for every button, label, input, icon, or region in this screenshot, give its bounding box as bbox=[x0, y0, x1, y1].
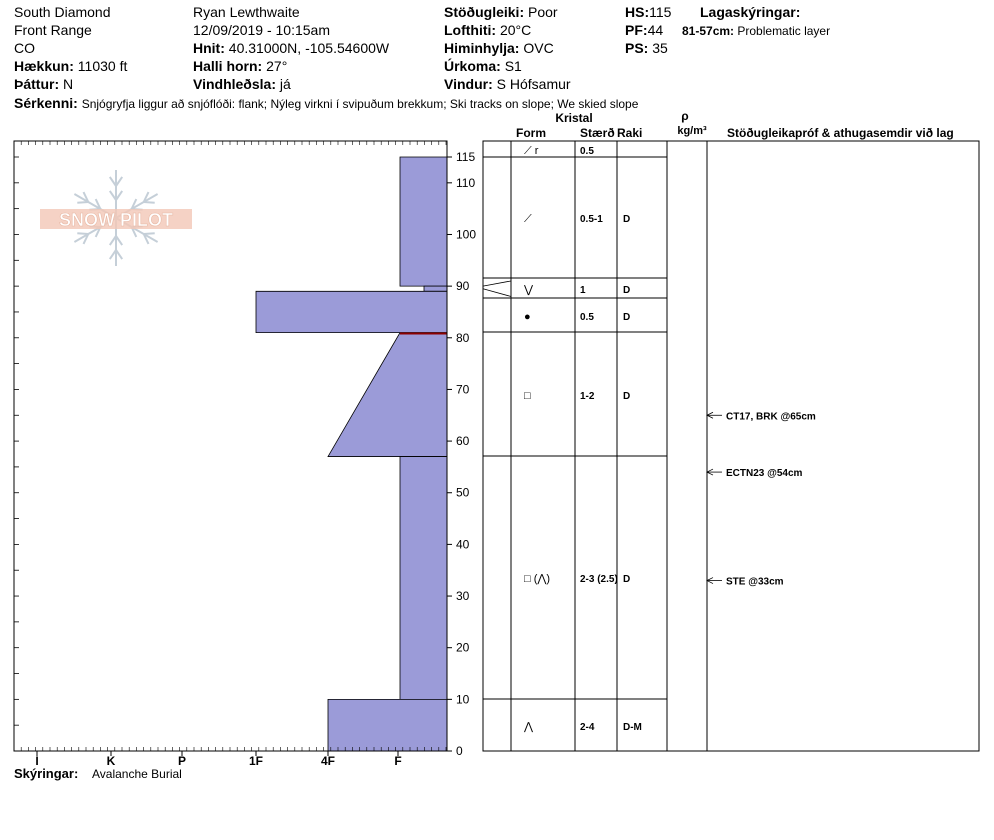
layer-moisture: D bbox=[623, 574, 631, 585]
layer-form: ⋁ bbox=[524, 284, 534, 296]
datetime: 12/09/2019 - 10:15am bbox=[193, 22, 330, 38]
depth-tick-label: 70 bbox=[456, 382, 470, 397]
depth-tick-label: 10 bbox=[456, 692, 470, 707]
hardness-tick-label: 1F bbox=[248, 754, 264, 768]
elevation: Hækkun: 11030 ft bbox=[14, 58, 128, 74]
layer-size: 0.5-1 bbox=[580, 214, 603, 225]
layer-table-frame bbox=[483, 141, 979, 751]
column-moisture: Raki bbox=[617, 126, 643, 140]
hardness-axis bbox=[35, 751, 401, 768]
aspect: Þáttur: N bbox=[14, 76, 74, 92]
depth-tick-label: 50 bbox=[456, 485, 470, 500]
hardness-profile bbox=[256, 157, 447, 751]
layer-form: ⟋ r bbox=[524, 145, 539, 157]
stability-test-label: STE @33cm bbox=[726, 576, 784, 588]
layer-form: ⟋ bbox=[524, 213, 532, 225]
features: Sérkenni: Snjógryfja liggur að snjóflóði: flank; Nýleg virkni í svipuðum brekkum; Ski tracks on slope; We skied slope bbox=[14, 95, 639, 111]
layer-size: 2-3 (2.5) bbox=[580, 574, 618, 585]
layer-size: 1 bbox=[580, 285, 586, 296]
stability-test-label: ECTN23 @54cm bbox=[726, 468, 803, 480]
depth-tick-label: 30 bbox=[456, 589, 470, 603]
layer-form: □ bbox=[524, 390, 531, 402]
depth-tick-label: 100 bbox=[456, 227, 477, 242]
depth-tick-label: 0 bbox=[456, 744, 463, 758]
layer-size: 1-2 bbox=[580, 391, 595, 402]
layer-moisture: D bbox=[623, 285, 631, 296]
profile-bar bbox=[424, 286, 447, 291]
profile-bar bbox=[256, 291, 447, 332]
layer-size: 0.5 bbox=[580, 146, 594, 157]
layer-moisture: D bbox=[623, 312, 631, 323]
stability-test-label: CT17, BRK @65cm bbox=[726, 411, 816, 423]
legend-label: Skýringar: bbox=[14, 766, 79, 781]
layer-note: 81-57cm: Problematic layer bbox=[682, 24, 831, 38]
hardness-tick-label: I bbox=[35, 754, 39, 768]
range: Front Range bbox=[14, 22, 92, 38]
hardness-tick-label: F bbox=[394, 754, 402, 768]
layer-notes-title: Lagaskýringar: bbox=[700, 4, 801, 20]
coordinates: Hnit: 40.31000N, -105.54600W bbox=[193, 40, 390, 56]
observer: Ryan Lewthwaite bbox=[193, 4, 300, 20]
column-size: Stærð bbox=[580, 126, 615, 140]
profile-bar bbox=[328, 333, 447, 457]
stability: Stöðugleiki: Poor bbox=[444, 4, 558, 20]
wind-loading: Vindhleðsla: já bbox=[193, 76, 291, 92]
layer-moisture: D-M bbox=[623, 722, 642, 733]
depth-tick-label: 110 bbox=[456, 175, 476, 190]
profile-bar bbox=[400, 457, 447, 700]
column-rho: ρ bbox=[681, 109, 689, 123]
layer-moisture: D bbox=[623, 391, 631, 402]
depth-tick-label: 20 bbox=[456, 640, 470, 655]
layer-form: ● bbox=[524, 311, 531, 323]
hs-value: HS:115 bbox=[625, 4, 672, 20]
air-temperature: Lofthiti: 20°C bbox=[444, 22, 532, 38]
depth-tick-label: 80 bbox=[456, 330, 470, 345]
precipitation: Úrkoma: S1 bbox=[444, 58, 522, 74]
location: South Diamond bbox=[14, 4, 111, 20]
column-form: Form bbox=[516, 126, 546, 140]
depth-tick-label: 115 bbox=[456, 150, 476, 164]
column-density-unit: kg/m³ bbox=[677, 125, 707, 137]
pf-value: PF:44 bbox=[625, 22, 664, 38]
legend-text: Avalanche Burial bbox=[92, 767, 182, 781]
depth-tick-label: 90 bbox=[456, 279, 470, 294]
layer-size: 2-4 bbox=[580, 722, 595, 733]
layer-moisture: D bbox=[623, 214, 631, 225]
hardness-tick-label: P bbox=[177, 754, 187, 768]
hardness-tick-label: K bbox=[106, 754, 116, 768]
logo-text: SNOW PILOT bbox=[59, 210, 173, 230]
layer-form: □ (⋀) bbox=[524, 573, 551, 585]
depth-axis bbox=[447, 150, 511, 758]
layer-form: ⋀ bbox=[524, 721, 534, 733]
slope-angle: Halli horn: 27° bbox=[193, 58, 288, 74]
snowpilot-logo bbox=[40, 170, 192, 266]
sky-cover: Himinhylja: OVC bbox=[444, 40, 554, 56]
layer-size: 0.5 bbox=[580, 312, 594, 323]
profile-bar bbox=[328, 699, 447, 751]
hardness-tick-label: 4F bbox=[320, 754, 336, 768]
wind: Vindur: S Hófsamur bbox=[444, 76, 571, 92]
column-crystal: Kristal bbox=[555, 111, 593, 125]
depth-tick-label: 60 bbox=[456, 434, 470, 449]
depth-tick-label: 40 bbox=[456, 537, 470, 552]
profile-bar bbox=[400, 157, 447, 286]
column-tests: Stöðugleikapróf & athugasemdir við lag bbox=[727, 126, 954, 140]
state: CO bbox=[14, 40, 35, 56]
ps-value: PS: 35 bbox=[625, 40, 668, 56]
